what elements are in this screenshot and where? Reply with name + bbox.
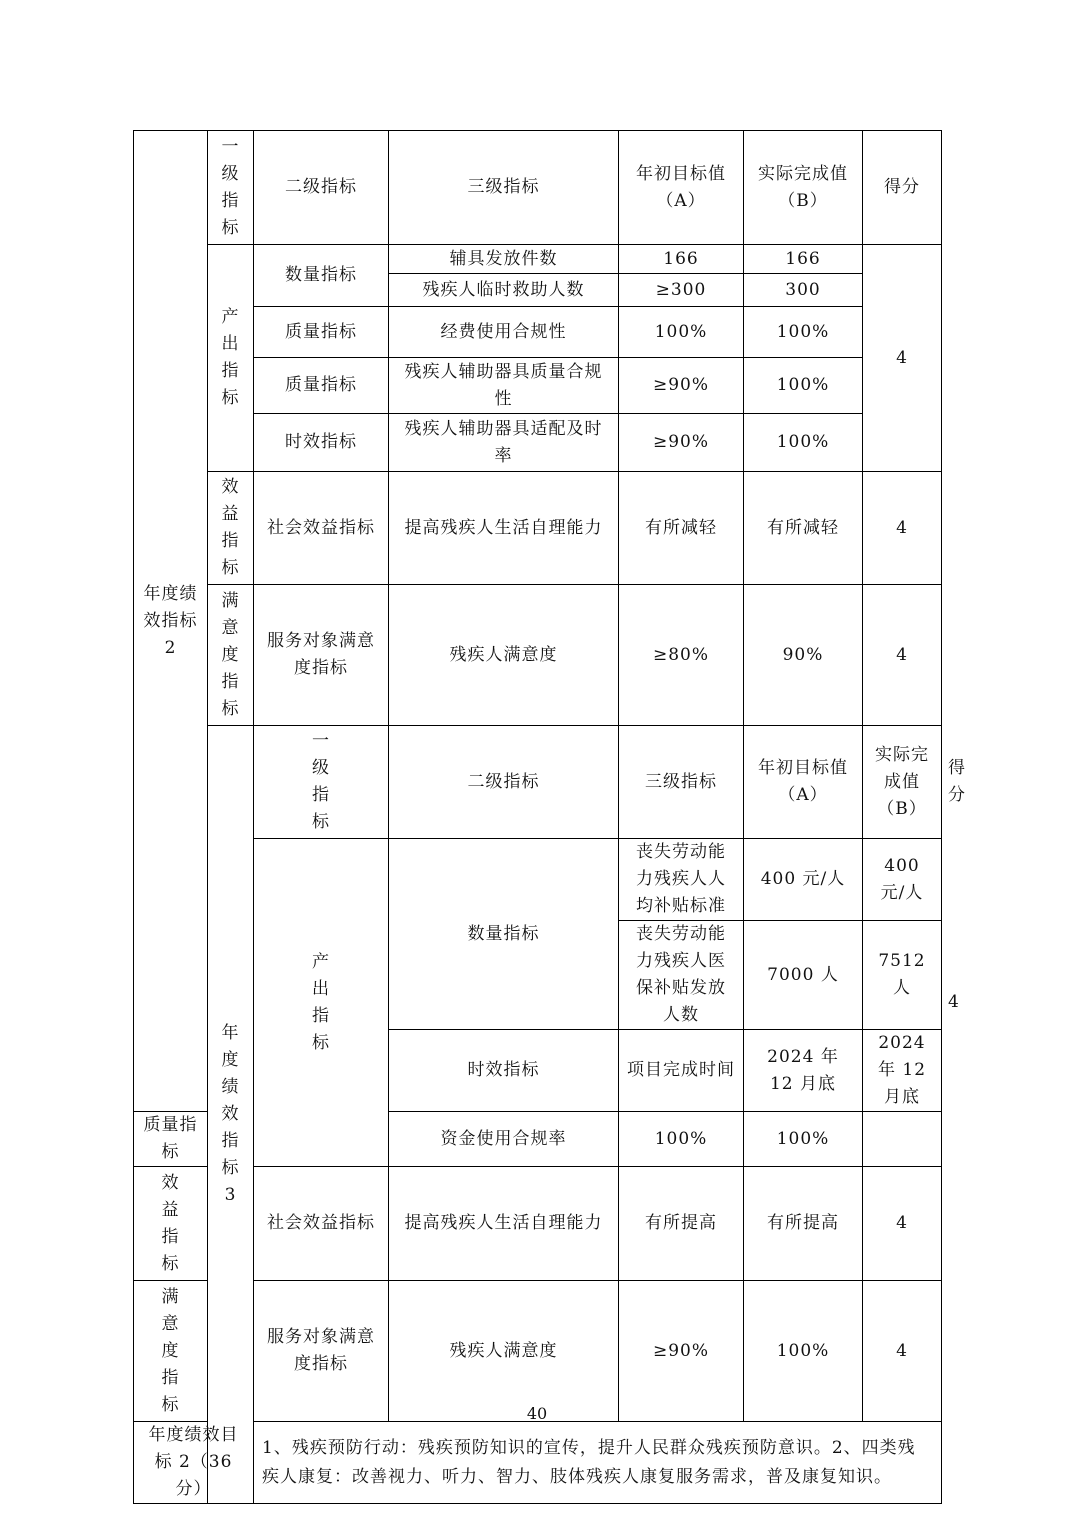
table-row: 产出指标 数量指标 丧失劳动能力残疾人人均补贴标准 400 元/人 400 元/人 4 bbox=[134, 839, 942, 921]
table-row bbox=[134, 414, 942, 472]
summary-row bbox=[134, 1422, 942, 1504]
table-header-row bbox=[134, 131, 942, 245]
actual-cell: 400 元/人 bbox=[863, 839, 942, 921]
table-header-row: 年度绩效指标 3 一级指标 二级指标 三级指标 年初目标值（A） 实际完成值（B） 得分 bbox=[134, 726, 942, 839]
target-cell: 100% bbox=[619, 1112, 744, 1167]
summary-text: 1、残疾预防行动：残疾预防知识的宣传，提升人民群众残疾预防意识。2、四类残疾人康复：改善视力、听力、智力、肢体残疾人康复服务需求，普及康复知识。 bbox=[254, 1422, 942, 1504]
table-row bbox=[134, 1281, 942, 1422]
header-level2: 二级指标 bbox=[389, 726, 619, 839]
level2-cell: 质量指标 bbox=[134, 1112, 208, 1167]
level3-cell: 资金使用合规率 bbox=[389, 1112, 619, 1167]
actual-cell: 166 bbox=[744, 245, 863, 274]
table-row bbox=[134, 472, 942, 585]
level2-cell: 质量指标 bbox=[254, 358, 389, 414]
score-cell: 4 bbox=[863, 1281, 942, 1422]
header-target: 年初目标值（A） bbox=[619, 131, 744, 245]
level2-cell: 社会效益指标 bbox=[254, 1167, 389, 1281]
level3-cell: 提高残疾人生活自理能力 bbox=[389, 472, 619, 585]
actual-cell: 100% bbox=[744, 414, 863, 472]
actual-cell: 100% bbox=[744, 1281, 863, 1422]
summary-label: 年度绩效目标 2（36 分） bbox=[134, 1422, 254, 1504]
header-level1: 一级指标 bbox=[254, 726, 389, 839]
actual-cell: 300 bbox=[744, 274, 863, 307]
actual-cell: 100% bbox=[744, 307, 863, 358]
header-actual: 实际完成值（B） bbox=[863, 726, 942, 839]
header-actual: 实际完成值（B） bbox=[744, 131, 863, 245]
performance-table bbox=[133, 130, 966, 1504]
score-cell: 4 bbox=[863, 585, 942, 726]
target-cell: 有所减轻 bbox=[619, 472, 744, 585]
table-row bbox=[134, 307, 942, 358]
level2-cell: 时效指标 bbox=[389, 1030, 619, 1112]
goal-label-cell: 年度绩效指标 2 bbox=[134, 131, 208, 1112]
level2-cell: 数量指标 bbox=[254, 245, 389, 307]
table-row bbox=[134, 585, 942, 726]
page-number: 40 bbox=[526, 1404, 548, 1423]
level3-cell: 残疾人满意度 bbox=[389, 1281, 619, 1422]
table-row bbox=[134, 245, 942, 274]
score-cell: 4 bbox=[863, 472, 942, 585]
actual-cell: 2024 年 12 月底 bbox=[863, 1030, 942, 1112]
level2-cell: 服务对象满意度指标 bbox=[254, 1281, 389, 1422]
output-indicator-label: 产出指标 bbox=[208, 245, 254, 472]
satisfaction-indicator-label: 满意度指标 bbox=[134, 1281, 208, 1422]
level3-cell: 辅具发放件数 bbox=[389, 245, 619, 274]
actual-cell: 有所减轻 bbox=[744, 472, 863, 585]
level2-cell: 服务对象满意度指标 bbox=[254, 585, 389, 726]
satisfaction-indicator-label: 满意度指标 bbox=[208, 585, 254, 726]
level3-cell: 残疾人辅助器具质量合规性 bbox=[389, 358, 619, 414]
header-level3: 三级指标 bbox=[389, 131, 619, 245]
actual-cell: 100% bbox=[744, 358, 863, 414]
target-cell: 400 元/人 bbox=[744, 839, 863, 921]
table-row bbox=[134, 358, 942, 414]
target-cell: ≥300 bbox=[619, 274, 744, 307]
actual-cell: 有所提高 bbox=[744, 1167, 863, 1281]
level2-cell: 数量指标 bbox=[389, 839, 619, 1030]
actual-cell: 90% bbox=[744, 585, 863, 726]
actual-cell: 100% bbox=[744, 1112, 863, 1167]
target-cell: ≥90% bbox=[619, 358, 744, 414]
header-level1: 一级指标 bbox=[208, 131, 254, 245]
output-indicator-label: 产出指标 bbox=[254, 839, 389, 1167]
target-cell: 166 bbox=[619, 245, 744, 274]
level3-cell: 残疾人满意度 bbox=[389, 585, 619, 726]
score-cell: 4 bbox=[863, 1167, 942, 1281]
level3-cell: 残疾人临时救助人数 bbox=[389, 274, 619, 307]
table-row bbox=[134, 1167, 942, 1281]
target-cell: ≥90% bbox=[619, 414, 744, 472]
benefit-indicator-label: 效益指标 bbox=[134, 1167, 208, 1281]
level3-cell: 经费使用合规性 bbox=[389, 307, 619, 358]
target-cell: 2024 年 12 月底 bbox=[744, 1030, 863, 1112]
score-cell: 4 bbox=[863, 245, 942, 472]
target-cell: ≥80% bbox=[619, 585, 744, 726]
header-level2: 二级指标 bbox=[254, 131, 389, 245]
header-level3: 三级指标 bbox=[619, 726, 744, 839]
level2-cell: 时效指标 bbox=[254, 414, 389, 472]
level2-cell: 质量指标 bbox=[254, 307, 389, 358]
target-cell: 7000 人 bbox=[744, 921, 863, 1030]
level2-cell: 社会效益指标 bbox=[254, 472, 389, 585]
level3-cell: 项目完成时间 bbox=[619, 1030, 744, 1112]
goal-label-cell: 年度绩效指标 3 bbox=[208, 726, 254, 1504]
target-cell: ≥90% bbox=[619, 1281, 744, 1422]
actual-cell: 7512 人 bbox=[863, 921, 942, 1030]
level3-cell: 残疾人辅助器具适配及时率 bbox=[389, 414, 619, 472]
header-score: 得分 bbox=[863, 131, 942, 245]
level3-cell: 丧失劳动能力残疾人医保补贴发放人数 bbox=[619, 921, 744, 1030]
benefit-indicator-label: 效益指标 bbox=[208, 472, 254, 585]
level3-cell: 丧失劳动能力残疾人人均补贴标准 bbox=[619, 839, 744, 921]
target-cell: 100% bbox=[619, 307, 744, 358]
target-cell: 有所提高 bbox=[619, 1167, 744, 1281]
header-target: 年初目标值（A） bbox=[744, 726, 863, 839]
level3-cell: 提高残疾人生活自理能力 bbox=[389, 1167, 619, 1281]
